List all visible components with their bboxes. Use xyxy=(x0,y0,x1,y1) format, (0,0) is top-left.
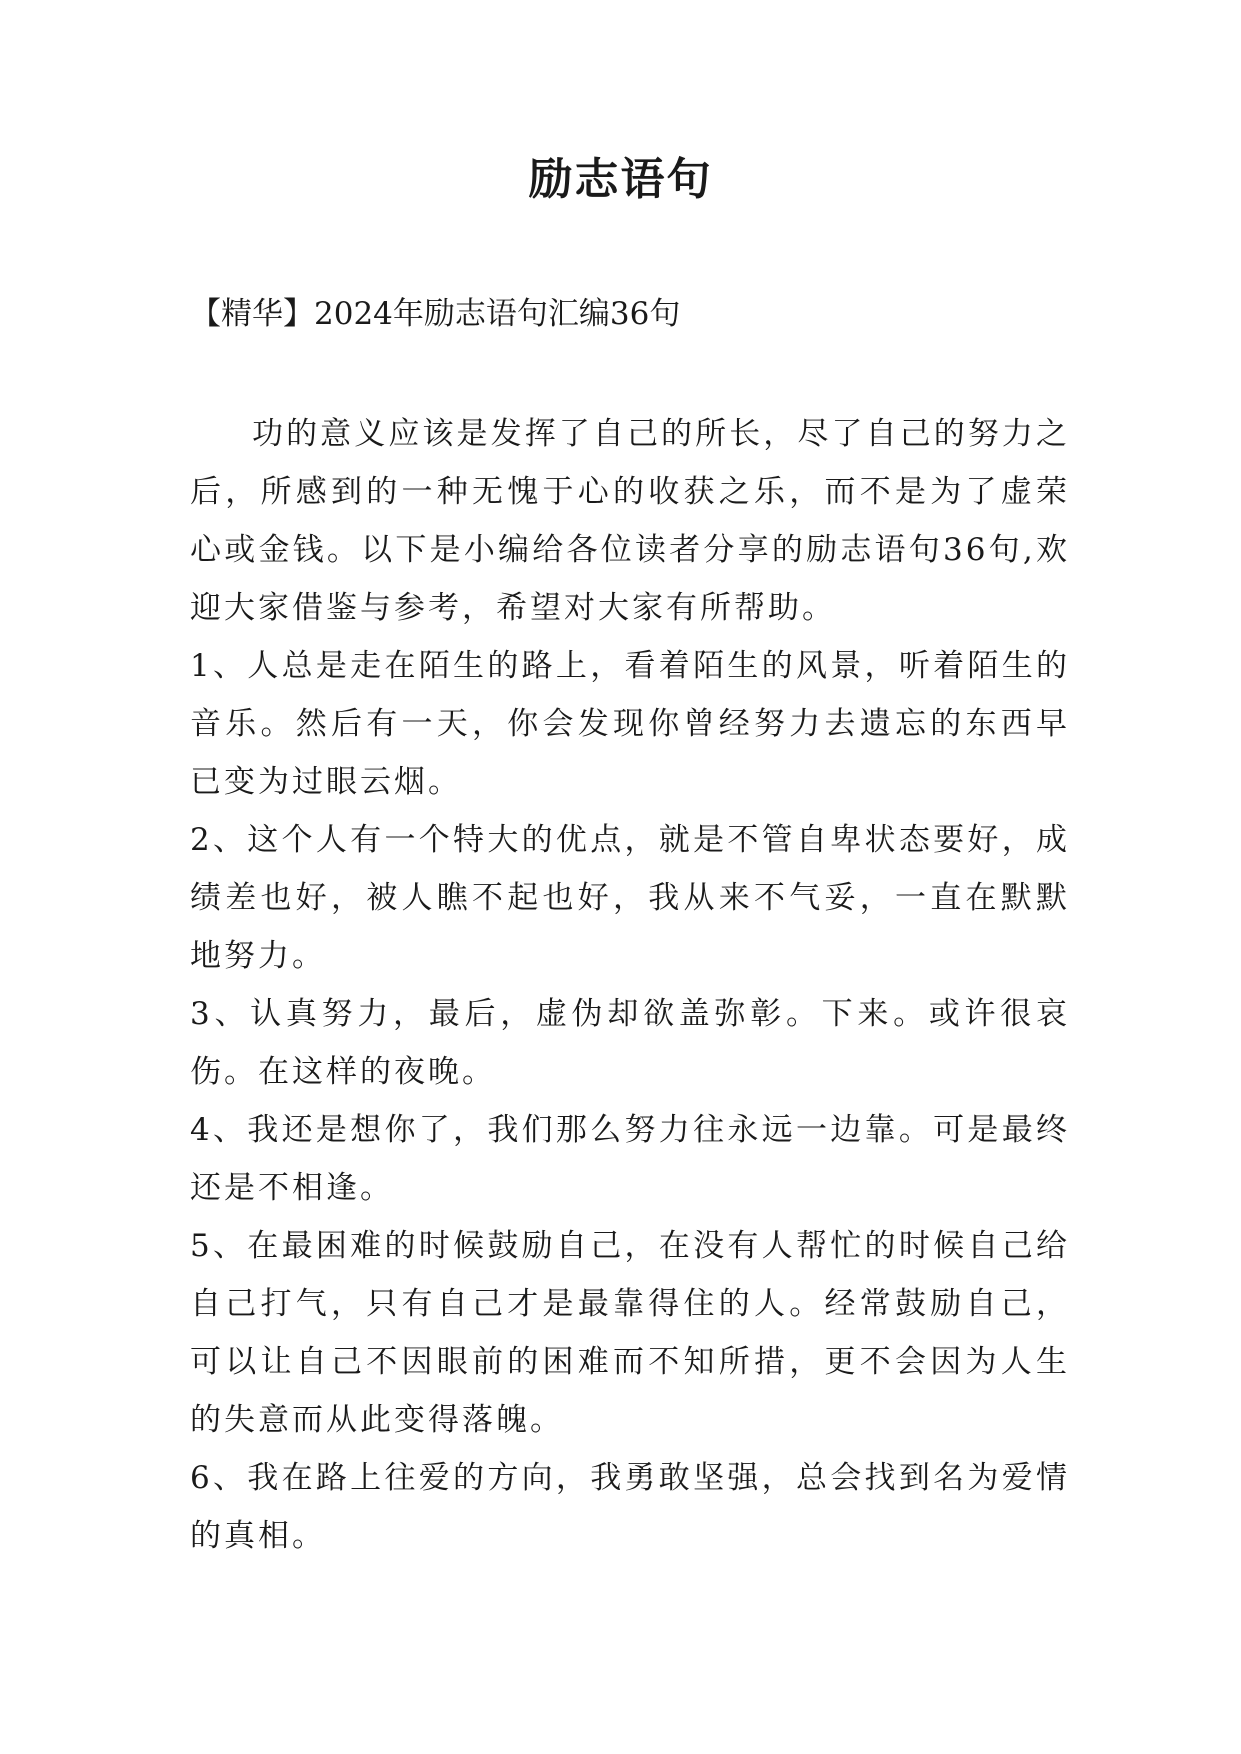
document-body xyxy=(190,405,1070,1565)
document-title: 励志语句 xyxy=(528,154,713,205)
list-item: 5、在最困难的时候鼓励自己，在没有人帮忙的时候自己给自己打气，只有自己才是最靠得住的人。经常鼓励自己，可以让自己不因眼前的困难而不知所措，更不会因为人生的失意而从此变得落魄。 xyxy=(190,1228,1070,1438)
document-subtitle: 【精华】2024年励志语句汇编36句 xyxy=(190,296,681,332)
list-item: 3、认真努力，最后，虚伪却欲盖弥彰。下来。或许很哀伤。在这样的夜晚。 xyxy=(190,996,1070,1090)
intro-paragraph: 功的意义应该是发挥了自己的所长，尽了自己的努力之后，所感到的一种无愧于心的收获之乐，而不是为了虚荣心或金钱。以下是小编给各位读者分享的励志语句36句,欢迎大家借鉴与参考，希望对大家有所帮助。 xyxy=(190,416,1070,626)
list-item: 4、我还是想你了，我们那么努力往永远一边靠。可是最终还是不相逢。 xyxy=(190,1112,1070,1206)
list-item: 1、人总是走在陌生的路上，看着陌生的风景，听着陌生的音乐。然后有一天，你会发现你曾经努力去遗忘的东西早已变为过眼云烟。 xyxy=(190,648,1070,800)
list-item: 2、这个人有一个特大的优点，就是不管自卑状态要好，成绩差也好，被人瞧不起也好，我从来不气妥，一直在默默地努力。 xyxy=(190,822,1070,974)
list-item: 6、我在路上往爱的方向，我勇敢坚强，总会找到名为爱情的真相。 xyxy=(190,1460,1070,1554)
